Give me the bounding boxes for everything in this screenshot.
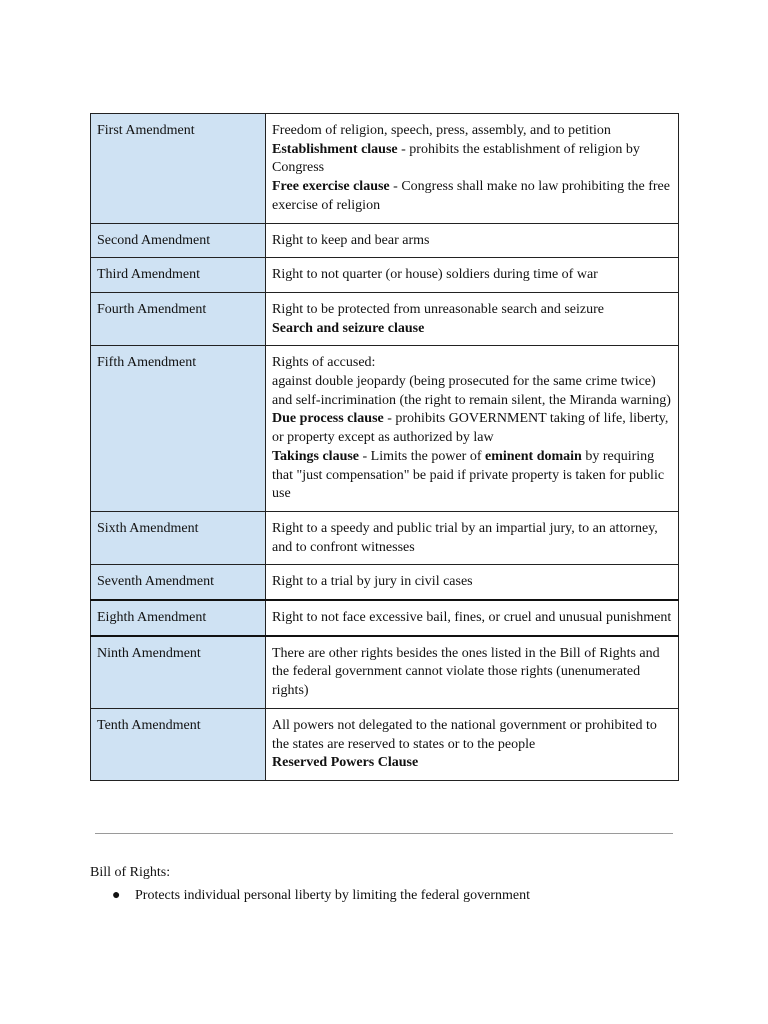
amendment-description xyxy=(266,114,679,224)
description-line xyxy=(272,717,672,754)
description-text: Rights of accused: xyxy=(272,355,376,371)
description-line xyxy=(272,301,672,320)
description-line xyxy=(272,573,672,592)
clause-label: eminent domain xyxy=(485,448,582,464)
amendment-row xyxy=(91,258,679,293)
list-item xyxy=(90,887,530,905)
description-text: Right to not quarter (or house) soldiers during time of war xyxy=(272,267,598,283)
description-text: - prohibits the establishment of religion by Congress xyxy=(272,141,640,176)
description-line xyxy=(272,645,672,701)
description-text: - Congress shall make no law prohibiting the free exercise of religion xyxy=(272,179,670,213)
amendment-description xyxy=(266,511,679,564)
amendment-name: First Amendment xyxy=(91,114,266,224)
amendment-row xyxy=(91,708,679,780)
description-line xyxy=(272,320,672,339)
amendment-description xyxy=(266,708,679,780)
amendment-name: Eighth Amendment xyxy=(91,600,266,636)
amendment-description xyxy=(266,292,679,345)
horizontal-divider xyxy=(95,833,673,834)
amendment-row xyxy=(91,223,679,258)
clause-label: Due process clause xyxy=(272,411,384,427)
amendments-table xyxy=(90,113,679,781)
amendment-description xyxy=(266,600,679,636)
clause-label: Takings clause xyxy=(272,448,360,464)
amendment-description xyxy=(266,346,679,512)
bullet-icon: ● xyxy=(112,888,121,903)
amendment-name: Seventh Amendment xyxy=(91,565,266,600)
description-text: Freedom of religion, speech, press, assembly, and to petition xyxy=(272,123,611,138)
description-line xyxy=(272,354,672,373)
amendment-description xyxy=(266,565,679,600)
amendment-row xyxy=(91,511,679,564)
amendment-row xyxy=(91,346,679,512)
description-text: Right to be protected from unreasonable search and seizure xyxy=(272,301,604,317)
description-line xyxy=(272,410,672,447)
amendment-row xyxy=(91,600,679,636)
description-text: Right to not face excessive bail, fines, or cruel and unusual punishment xyxy=(272,610,672,626)
description-text: by requiring that "just compensation" be paid if private property is taken for public use xyxy=(272,448,665,502)
description-line xyxy=(272,178,672,215)
clause-label: Establishment clause xyxy=(272,141,398,157)
description-line xyxy=(272,373,672,410)
description-text: Right to a trial by jury in civil cases xyxy=(272,574,473,590)
list-item-text: Protects individual personal liberty by limiting the federal government xyxy=(135,888,531,903)
description-text: - prohibits GOVERNMENT taking of life, liberty, or property except as authorized by law xyxy=(272,411,669,446)
amendment-name: Fourth Amendment xyxy=(91,292,266,345)
amendment-description xyxy=(266,223,679,258)
amendment-name: Tenth Amendment xyxy=(91,708,266,780)
clause-label: Reserved Powers Clause xyxy=(272,755,419,771)
description-line xyxy=(272,266,672,285)
description-line xyxy=(272,520,672,557)
bill-of-rights-list xyxy=(90,887,530,905)
description-line xyxy=(272,448,672,504)
amendment-name: Sixth Amendment xyxy=(91,511,266,564)
amendments-table-body xyxy=(91,114,679,781)
bill-of-rights-heading: Bill of Rights: xyxy=(90,865,171,880)
amendment-description xyxy=(266,258,679,293)
amendment-name: Fifth Amendment xyxy=(91,346,266,512)
amendment-row xyxy=(91,114,679,224)
amendment-description xyxy=(266,636,679,709)
description-line xyxy=(272,609,672,628)
description-text: Right to keep and bear arms xyxy=(272,232,430,248)
description-line xyxy=(272,232,672,251)
description-line xyxy=(272,754,672,773)
amendment-row xyxy=(91,636,679,709)
description-line xyxy=(272,122,672,141)
description-text: There are other rights besides the ones listed in the Bill of Rights and the federal government cannot violate those rights (unenumerated rights) xyxy=(272,645,660,699)
description-text: All powers not delegated to the national government or prohibited to the states are reserved to states or to the people xyxy=(272,717,657,752)
amendment-name: Third Amendment xyxy=(91,258,266,293)
amendment-row xyxy=(91,565,679,600)
amendment-row xyxy=(91,292,679,345)
amendment-name: Second Amendment xyxy=(91,223,266,258)
description-text: against double jeopardy (being prosecuted for the same crime twice) and self-incrimination (the right to remain silent, the Miranda warning) xyxy=(272,374,671,408)
description-line xyxy=(272,141,672,178)
description-text: - Limits the power of xyxy=(359,448,485,464)
clause-label: Search and seizure clause xyxy=(272,320,425,336)
clause-label: Free exercise clause xyxy=(272,179,390,195)
amendment-name: Ninth Amendment xyxy=(91,636,266,709)
description-text: Right to a speedy and public trial by an impartial jury, to an attorney, and to confront witnesses xyxy=(272,520,658,555)
